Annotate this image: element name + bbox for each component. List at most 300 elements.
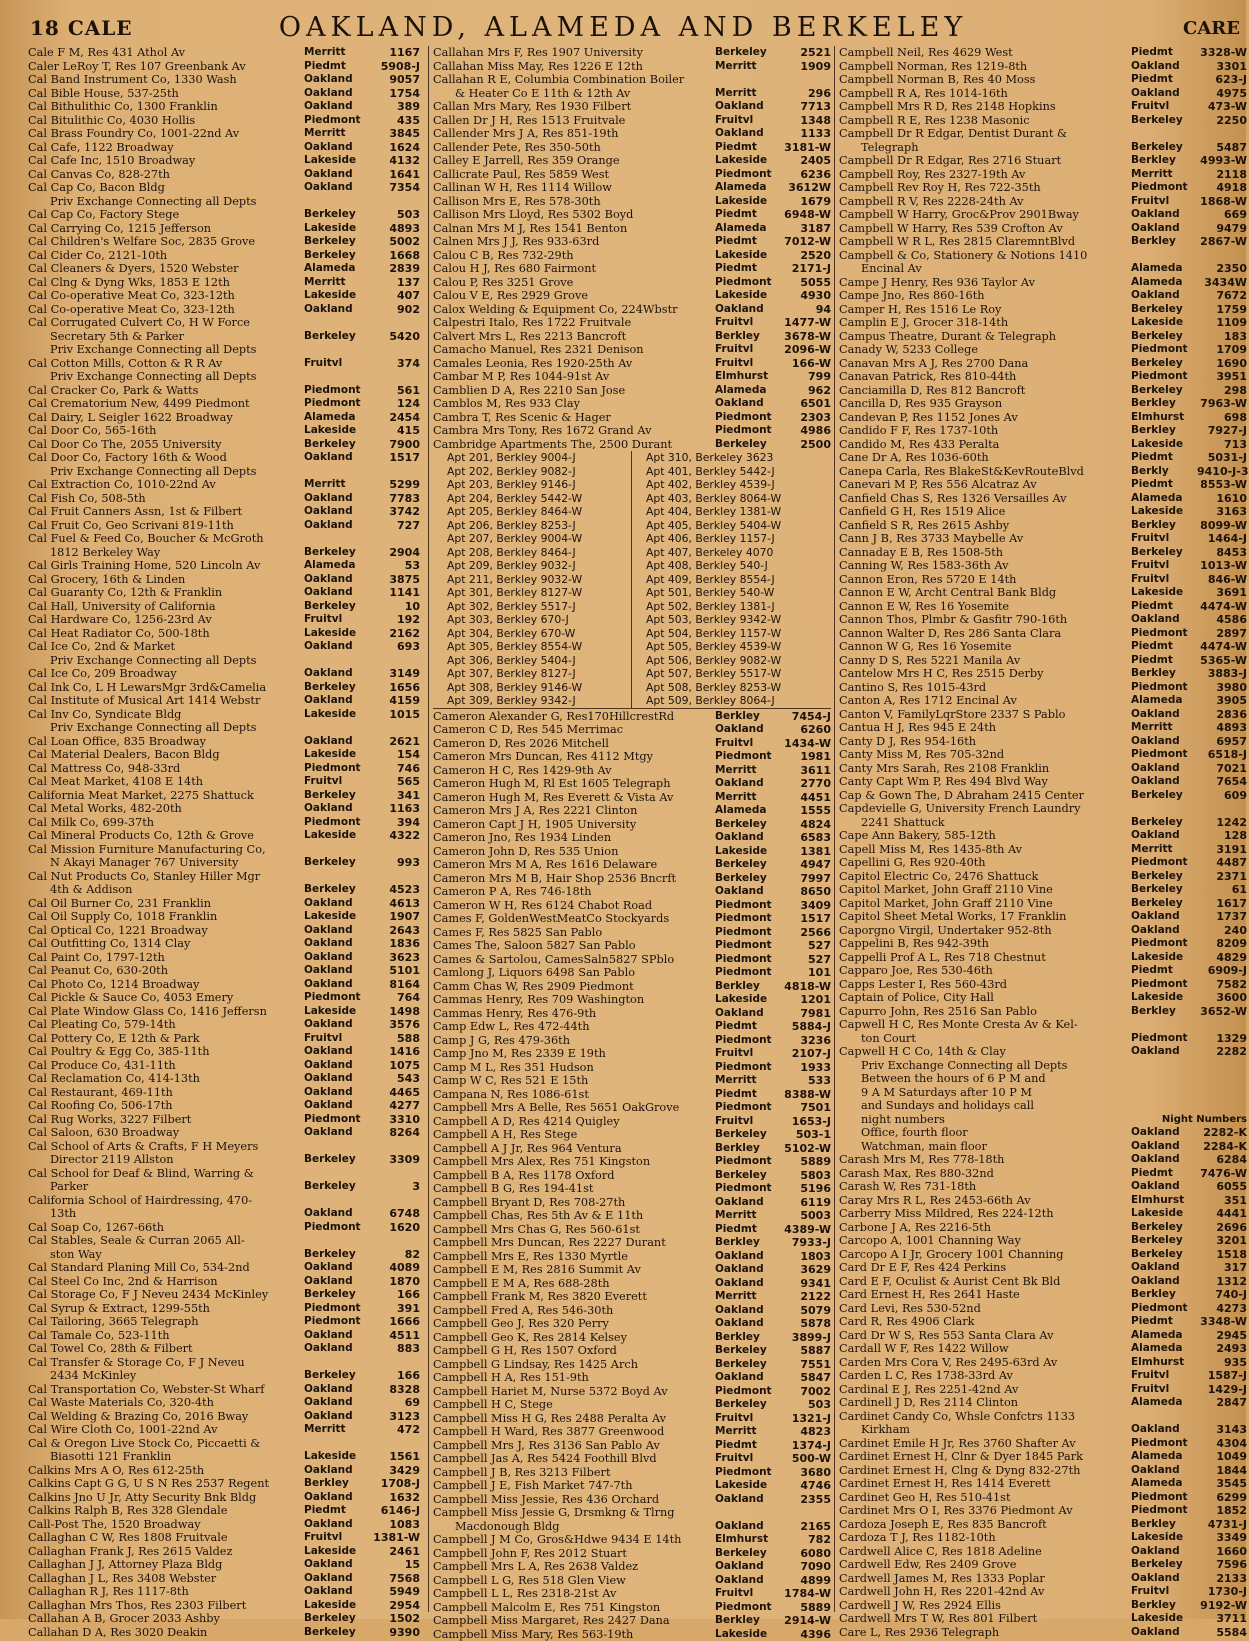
- listing-name: & Heater Co E 11th & 12th Av: [433, 87, 715, 101]
- listing-name: Canfield S R, Res 2615 Ashby: [839, 519, 1131, 533]
- listing-entry: [839, 870, 1247, 884]
- listing-entry: [28, 1302, 420, 1316]
- listing-entry: [28, 114, 420, 128]
- listing-entry: [839, 1072, 1247, 1086]
- listing-entry: [433, 397, 831, 411]
- listing-number: 137: [370, 276, 420, 290]
- listing-number: 7713: [781, 100, 831, 114]
- listing-entry: [28, 519, 420, 533]
- listing-name: Cal Dairy, L Seigler 1622 Broadway: [28, 411, 304, 425]
- listing-entry: [433, 330, 831, 344]
- listing-entry: [839, 492, 1247, 506]
- listing-exchange: Fruitvl: [304, 613, 370, 627]
- column-2: [428, 46, 831, 1612]
- listing-exchange: [304, 316, 370, 330]
- listing-number: 192: [370, 613, 420, 627]
- listing-number: 15: [370, 1558, 420, 1572]
- listing-name: Cannon E W, Archt Central Bank Bldg: [839, 586, 1131, 600]
- listing-exchange: Berkeley: [304, 681, 370, 695]
- listing-number: 7963-W: [1197, 397, 1247, 411]
- listing-number: 6299: [1197, 1491, 1247, 1505]
- listing-entry: [28, 235, 420, 249]
- listing-name: Cantua H J, Res 945 E 24th: [839, 721, 1131, 735]
- listing-number: 7568: [370, 1572, 420, 1586]
- listing-name: Carden Mrs Cora V, Res 2495-63rd Av: [839, 1356, 1131, 1370]
- listing-name: Cal Saloon, 630 Broadway: [28, 1126, 304, 1140]
- listing-number: 1013-W: [1197, 559, 1247, 573]
- listing-entry: [839, 1180, 1247, 1194]
- listing-entry: [839, 1153, 1247, 1167]
- listing-entry: [28, 1288, 420, 1302]
- listing-entry: [839, 883, 1247, 897]
- listing-name: Cal Mattress Co, 948-33rd: [28, 762, 304, 776]
- listing-entry: [28, 1626, 420, 1640]
- listing-entry: [433, 858, 831, 872]
- listing-number: 3899-J: [781, 1331, 831, 1345]
- listing-entry: [433, 1385, 831, 1399]
- listing-name: Cal Cleaners & Dyers, 1520 Webster: [28, 262, 304, 276]
- listing-number: [781, 1506, 831, 1520]
- listing-entry: [28, 1396, 420, 1410]
- listing-exchange: Oakland: [1131, 1275, 1197, 1289]
- listing-entry: [433, 208, 831, 222]
- listing-entry: [433, 1560, 831, 1574]
- listing-name: Cal Carrying Co, 1215 Jefferson: [28, 222, 304, 236]
- listing-name: Campbell Dr R Edgar, Res 2716 Stuart: [839, 154, 1131, 168]
- listing-entry: [839, 843, 1247, 857]
- listing-entry: [433, 222, 831, 236]
- listing-entry: [839, 276, 1247, 290]
- listing-exchange: Merritt: [304, 46, 370, 60]
- listing-name: Cameron Mrs Duncan, Res 4112 Mtgy: [433, 750, 715, 764]
- listing-name: Cames The, Saloon 5827 San Pablo: [433, 939, 715, 953]
- listing-number: 7090: [781, 1560, 831, 1574]
- listing-exchange: Berkley: [1131, 424, 1197, 438]
- listing-entry: [839, 1491, 1247, 1505]
- listing-exchange: Merritt: [715, 791, 781, 805]
- listing-number: 1321-J: [781, 1412, 831, 1426]
- listing-number: 5884-J: [781, 1020, 831, 1034]
- listing-exchange: Lakeside: [1131, 991, 1197, 1005]
- listing-name: Calvert Mrs L, Res 2213 Bancroft: [433, 330, 715, 344]
- listing-name: Cal Fruit Co, Geo Scrivani 819-11th: [28, 519, 304, 533]
- listing-number: 3349: [1197, 1531, 1247, 1545]
- listing-entry: [839, 735, 1247, 749]
- listing-name: Cal Heat Radiator Co, 500-18th: [28, 627, 304, 641]
- listing-number: 962: [781, 384, 831, 398]
- listing-name: Cameron W H, Res 6124 Chabot Road: [433, 899, 715, 913]
- listing-number: 1517: [781, 912, 831, 926]
- listing-number: 3652-W: [1197, 1005, 1247, 1019]
- listing-exchange: Piedmt: [1131, 73, 1197, 87]
- listing-name: Callahan Miss May, Res 1226 E 12th: [433, 60, 715, 74]
- listing-name: Cal Standard Planing Mill Co, 534-2nd: [28, 1261, 304, 1275]
- listing-exchange: Oakland: [304, 1396, 370, 1410]
- listing-exchange: Lakeside: [304, 289, 370, 303]
- listing-name: Cal Clng & Dyng Wks, 1853 E 12th: [28, 276, 304, 290]
- listing-name: Cal Plate Window Glass Co, 1416 Jeffersn: [28, 1005, 304, 1019]
- listing-number: 5889: [781, 1155, 831, 1169]
- listing-name: Cameron Mrs J A, Res 2221 Clinton: [433, 804, 715, 818]
- apartment-entry: Apt 301, Berkley 8127-W: [433, 586, 632, 600]
- listing-number: 3187: [781, 222, 831, 236]
- listing-number: 1381: [781, 845, 831, 859]
- listing-number: 7927-J: [1197, 424, 1247, 438]
- listing-exchange: Oakland: [304, 1572, 370, 1586]
- listing-number: 3742: [370, 505, 420, 519]
- listing-exchange: Merritt: [304, 276, 370, 290]
- listing-entry: [28, 168, 420, 182]
- apartment-entry: Apt 211, Berkley 9032-W: [433, 573, 632, 587]
- listing-number: [370, 721, 420, 735]
- listing-exchange: Lakeside: [304, 1599, 370, 1613]
- listing-name: Callaghan J J, Attorney Plaza Bldg: [28, 1558, 304, 1572]
- listing-entry: [433, 1155, 831, 1169]
- listing-entry: [433, 168, 831, 182]
- listing-name: Cardoza Joseph E, Res 835 Bancroft: [839, 1518, 1131, 1532]
- listing-name: Priv Exchange Connecting all Depts: [28, 654, 304, 668]
- listing-name: Card R, Res 4906 Clark: [839, 1315, 1131, 1329]
- listing-entry: [839, 721, 1247, 735]
- listing-exchange: [1081, 1113, 1147, 1127]
- listing-number: 3429: [370, 1464, 420, 1478]
- listing-number: [781, 73, 831, 87]
- listing-name: Carash Mrs M, Res 778-18th: [839, 1153, 1131, 1167]
- listing-number: 4474-W: [1197, 600, 1247, 614]
- listing-entry: [28, 384, 420, 398]
- listing-exchange: [304, 1194, 370, 1208]
- listing-exchange: Piedmont: [1131, 1032, 1197, 1046]
- listing-name: Campbell L L, Res 2318-21st Av: [433, 1587, 715, 1601]
- listing-number: 394: [370, 816, 420, 830]
- listing-exchange: Oakland: [304, 924, 370, 938]
- listing-exchange: Alameda: [304, 262, 370, 276]
- listing-entry: [433, 953, 831, 967]
- listing-entry: [433, 438, 831, 452]
- listing-entry: [839, 1329, 1247, 1343]
- listing-exchange: Fruitvl: [1131, 100, 1197, 114]
- listing-number: 902: [370, 303, 420, 317]
- listing-entry: [839, 667, 1247, 681]
- listing-exchange: Piedmont: [715, 750, 781, 764]
- listing-entry: [28, 627, 420, 641]
- listing-name: Cal Pleating Co, 579-14th: [28, 1018, 304, 1032]
- listing-exchange: Berkeley: [1131, 1558, 1197, 1572]
- listing-entry: [433, 1263, 831, 1277]
- listing-number: 4947: [781, 858, 831, 872]
- listing-number: 8328: [370, 1383, 420, 1397]
- listing-exchange: Lakeside: [715, 249, 781, 263]
- listing-entry: [28, 613, 420, 627]
- listing-name: Campbell Geo J, Res 320 Perry: [433, 1317, 715, 1331]
- listing-name: Director 2119 Allston: [28, 1153, 304, 1167]
- listing-number: 1708-J: [370, 1477, 420, 1491]
- listing-name: Carbone J A, Res 2216-5th: [839, 1221, 1131, 1235]
- listing-entry: [433, 1047, 831, 1061]
- listing-number: 3409: [781, 899, 831, 913]
- listing-entry: [433, 764, 831, 778]
- apartment-entry: Apt 409, Berkley 8554-J: [632, 573, 831, 587]
- listing-exchange: [1131, 127, 1197, 141]
- listing-number: 296: [781, 87, 831, 101]
- listing-exchange: [1131, 802, 1197, 816]
- listing-entry: [839, 1086, 1247, 1100]
- listing-entry: [839, 1356, 1247, 1370]
- listing-exchange: Piedmont: [1131, 856, 1197, 870]
- listing-entry: [839, 1045, 1247, 1059]
- listing-name: Callaghan R J, Res 1117-8th: [28, 1585, 304, 1599]
- listing-name: Cal Nut Products Co, Stanley Hiller Mgr: [28, 870, 304, 884]
- listing-number: 1754: [370, 87, 420, 101]
- listing-exchange: Piedmont: [304, 1302, 370, 1316]
- listing-entry: [433, 154, 831, 168]
- listing-number: [370, 1194, 420, 1208]
- listing-entry: [839, 654, 1247, 668]
- apartment-entry: Apt 303, Berkley 670-J: [433, 613, 632, 627]
- listing-entry: [433, 357, 831, 371]
- listing-exchange: Piedmont: [715, 1182, 781, 1196]
- listing-entry: [839, 1423, 1247, 1437]
- listing-entry: [28, 775, 420, 789]
- listing-name: 2434 McKinley: [28, 1369, 304, 1383]
- listing-exchange: Piedmont: [304, 384, 370, 398]
- listing-name: Canton A, Res 1712 Encinal Av: [839, 694, 1131, 708]
- listing-entry: [28, 1383, 420, 1397]
- listing-exchange: Berkeley: [1131, 1248, 1197, 1262]
- listing-exchange: Piedmt: [715, 1088, 781, 1102]
- listing-entry: [433, 235, 831, 249]
- listing-name: Campbell Mrs J, Res 3136 San Pablo Av: [433, 1439, 715, 1453]
- listing-name: Camblien D A, Res 2210 San Jose: [433, 384, 715, 398]
- listing-name: Cal Roofing Co, 506-17th: [28, 1099, 304, 1113]
- listing-name: Cal Syrup & Extract, 1299-55th: [28, 1302, 304, 1316]
- listing-exchange: Oakland: [1131, 289, 1197, 303]
- listing-number: 8164: [370, 978, 420, 992]
- listing-name: 13th: [28, 1207, 304, 1221]
- listing-exchange: Oakland: [304, 1558, 370, 1572]
- listing-name: Cal Cotton Mills, Cotton & R R Av: [28, 357, 304, 371]
- apartment-entry: Apt 206, Berkley 8253-J: [433, 519, 632, 533]
- listing-entry: [28, 1113, 420, 1127]
- listing-name: Care L, Res 2936 Telegraph: [839, 1626, 1131, 1640]
- listing-exchange: Berkeley: [715, 1169, 781, 1183]
- listing-name: Canty Miss M, Res 705-32nd: [839, 748, 1131, 762]
- listing-entry: [839, 289, 1247, 303]
- listing-exchange: Oakland: [304, 573, 370, 587]
- listing-name: Cal Door Co, 565-16th: [28, 424, 304, 438]
- listing-number: 2836: [1197, 708, 1247, 722]
- listing-exchange: Piedmont: [304, 397, 370, 411]
- listing-exchange: Oakland: [715, 777, 781, 791]
- listing-name: Capurro John, Res 2516 San Pablo: [839, 1005, 1131, 1019]
- listing-number: 1666: [370, 1315, 420, 1329]
- listing-number: 2770: [781, 777, 831, 791]
- listing-exchange: Piedmont: [304, 1113, 370, 1127]
- listing-entry: [28, 303, 420, 317]
- listing-entry: [839, 1558, 1247, 1572]
- listing-entry: [839, 1275, 1247, 1289]
- listing-number: [1197, 127, 1247, 141]
- apartment-entry: Apt 505, Berkley 4539-W: [632, 640, 831, 654]
- listing-name: Cal Cap Co, Bacon Bldg: [28, 181, 304, 195]
- listing-exchange: Oakland: [1131, 208, 1197, 222]
- listing-number: 527: [781, 953, 831, 967]
- listing-number: 565: [370, 775, 420, 789]
- listing-exchange: Berkeley: [1131, 141, 1197, 155]
- listing-name: Cardwell Alice C, Res 1818 Adeline: [839, 1545, 1131, 1559]
- listing-exchange: Oakland: [1131, 1045, 1197, 1059]
- listing-entry: [839, 1342, 1247, 1356]
- apartment-entry: Apt 506, Berkley 9082-W: [632, 654, 831, 668]
- listing-number: 341: [370, 789, 420, 803]
- listing-name: Callaghan Mrs Thos, Res 2303 Filbert: [28, 1599, 304, 1613]
- listing-number: 1870: [370, 1275, 420, 1289]
- listing-number: 2945: [1197, 1329, 1247, 1343]
- listing-name: Cammas Henry, Res 709 Washington: [433, 993, 715, 1007]
- apartment-entry: Apt 302, Berkley 5517-J: [433, 600, 632, 614]
- listing-number: 4277: [370, 1099, 420, 1113]
- listing-name: Cal Metal Works, 482-20th: [28, 802, 304, 816]
- listing-entry: [28, 816, 420, 830]
- listing-entry: [28, 721, 420, 735]
- listing-exchange: Berkeley: [304, 883, 370, 897]
- listing-entry: [433, 1344, 831, 1358]
- listing-entry: [28, 1072, 420, 1086]
- listing-number: 6260: [781, 723, 831, 737]
- listing-number: [370, 316, 420, 330]
- listing-name: Campbell R V, Res 2228-24th Av: [839, 195, 1131, 209]
- listing-entry: [433, 1290, 831, 1304]
- listing-entry: [28, 1545, 420, 1559]
- listing-entry: [839, 856, 1247, 870]
- listing-entry: [839, 1261, 1247, 1275]
- listing-entry: [839, 87, 1247, 101]
- listing-name: Cale F M, Res 431 Athol Av: [28, 46, 304, 60]
- apartment-entry: Apt 404, Berkley 1381-W: [632, 505, 831, 519]
- listing-entry: [433, 1371, 831, 1385]
- listing-exchange: Berkeley: [304, 600, 370, 614]
- listing-entry: [839, 1018, 1247, 1032]
- listing-exchange: Oakland: [715, 127, 781, 141]
- listing-exchange: Merritt: [715, 1425, 781, 1439]
- listing-exchange: Fruitvl: [304, 1032, 370, 1046]
- listing-number: 5889: [781, 1601, 831, 1615]
- listing-entry: [433, 912, 831, 926]
- listing-entry: [28, 316, 420, 330]
- listing-exchange: Oakland: [304, 640, 370, 654]
- listing-name: Cal Paint Co, 1797-12th: [28, 951, 304, 965]
- listing-exchange: Berkeley: [304, 856, 370, 870]
- listing-number: [370, 343, 420, 357]
- listing-entry: [433, 1628, 831, 1641]
- listing-name: Cal Cracker Co, Park & Watts: [28, 384, 304, 398]
- listing-name: Campbell Miss Jessie, Res 436 Orchard: [433, 1493, 715, 1507]
- listing-name: night numbers: [839, 1113, 1081, 1127]
- listing-exchange: [715, 73, 781, 87]
- listing-entry: [28, 600, 420, 614]
- listing-exchange: Oakland: [715, 1304, 781, 1318]
- listing-entry: [433, 1331, 831, 1345]
- listing-exchange: Merritt: [715, 1290, 781, 1304]
- listing-name: Campbell A D, Res 4214 Quigley: [433, 1115, 715, 1129]
- listing-number: 4918: [1197, 181, 1247, 195]
- listing-exchange: Alameda: [1131, 1477, 1197, 1491]
- listing-exchange: Berkeley: [1131, 546, 1197, 560]
- listing-exchange: Berkeley: [715, 858, 781, 872]
- listing-number: 1909: [781, 60, 831, 74]
- listing-name: 1812 Berkeley Way: [28, 546, 304, 560]
- listing-entry: [433, 249, 831, 263]
- listing-exchange: Piedmont: [715, 424, 781, 438]
- listing-number: 3201: [1197, 1234, 1247, 1248]
- listing-exchange: Oakland: [1131, 87, 1197, 101]
- listing-name: Calou P, Res 3251 Grove: [433, 276, 715, 290]
- listing-exchange: Oakland: [1131, 829, 1197, 843]
- listing-name: Cal Bithulithic Co, 1300 Franklin: [28, 100, 304, 114]
- listing-name: Cal & Oregon Live Stock Co, Piccaetti &: [28, 1437, 304, 1451]
- listing-exchange: [304, 1234, 370, 1248]
- listing-number: 3181-W: [781, 141, 831, 155]
- listing-entry: [839, 532, 1247, 546]
- listing-entry: [433, 1574, 831, 1588]
- listing-name: Campbell J E, Fish Market 747-7th: [433, 1479, 715, 1493]
- listing-entry: [839, 1167, 1247, 1181]
- listing-number: 6909-J: [1197, 964, 1247, 978]
- listing-name: Capell Miss M, Res 1435-8th Av: [839, 843, 1131, 857]
- listing-number: 3143: [1197, 1423, 1247, 1437]
- listing-exchange: Fruitvl: [304, 357, 370, 371]
- listing-name: Cameron D, Res 2026 Mitchell: [433, 737, 715, 751]
- listing-exchange: Alameda: [304, 559, 370, 573]
- listing-exchange: Piedmt: [715, 1439, 781, 1453]
- listing-exchange: Oakland: [715, 1574, 781, 1588]
- listing-name: Calou V E, Res 2929 Grove: [433, 289, 715, 303]
- listing-name: Campbell G H, Res 1507 Oxford: [433, 1344, 715, 1358]
- listing-name: Calley E Jarrell, Res 359 Orange: [433, 154, 715, 168]
- listing-number: 503: [370, 208, 420, 222]
- listing-entry: [839, 1585, 1247, 1599]
- listing-entry: [28, 1153, 420, 1167]
- listing-number: 2162: [370, 627, 420, 641]
- listing-entry: [28, 100, 420, 114]
- listing-number: 3875: [370, 573, 420, 587]
- listing-name: Cardwell Edw, Res 2409 Grove: [839, 1558, 1131, 1572]
- listing-entry: [28, 127, 420, 141]
- listing-name: Campbell Malcolm E, Res 751 Kingston: [433, 1601, 715, 1615]
- listing-entry: [28, 343, 420, 357]
- listing-exchange: Oakland: [715, 1520, 781, 1534]
- listing-entry: [839, 559, 1247, 573]
- listing-number: 5420: [370, 330, 420, 344]
- listing-name: Cal Storage Co, F J Neveu 2434 McKinley: [28, 1288, 304, 1302]
- listing-exchange: Fruitvl: [1131, 195, 1197, 209]
- listing-name: Callaghan J L, Res 3408 Webster: [28, 1572, 304, 1586]
- listing-name: Cameron Mrs M A, Res 1616 Delaware: [433, 858, 715, 872]
- listing-exchange: Piedmt: [715, 208, 781, 222]
- listing-number: 7997: [781, 872, 831, 886]
- listing-number: 4273: [1197, 1302, 1247, 1316]
- listing-name: Campbell Neil, Res 4629 West: [839, 46, 1131, 60]
- listing-exchange: Berkeley: [715, 818, 781, 832]
- listing-name: Callahan D A, Res 3020 Deakin: [28, 1626, 304, 1640]
- listing-number: 4986: [781, 424, 831, 438]
- listing-exchange: Fruitvl: [715, 737, 781, 751]
- listing-number: 9479: [1197, 222, 1247, 236]
- listing-exchange: [304, 343, 370, 357]
- listing-number: 883: [370, 1342, 420, 1356]
- listing-exchange: Piedmont: [715, 1101, 781, 1115]
- listing-exchange: Piedmont: [1131, 1491, 1197, 1505]
